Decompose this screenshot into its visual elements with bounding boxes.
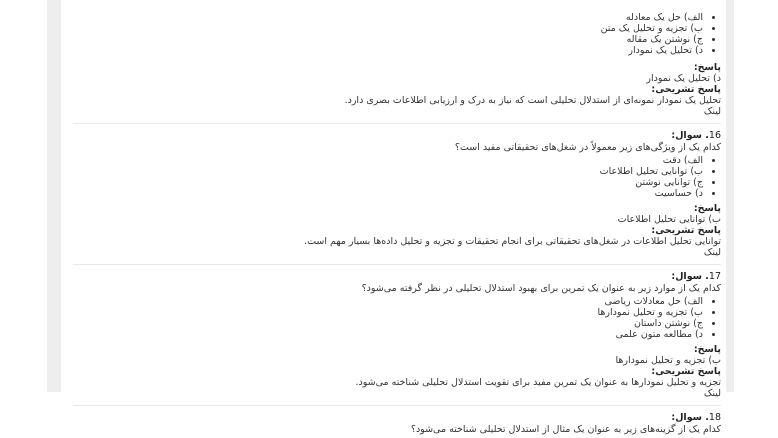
explanation-text: تحلیل یک نمودار نمونه‌ای از استدلال تحلیلی است که نیاز به درک و ارزیابی اطلاعات بصری دارد.	[344, 95, 721, 106]
option: • الف) دقت	[73, 155, 703, 166]
divider	[73, 405, 721, 406]
question-label: . سوال:	[671, 412, 709, 423]
explanation-text: توانایی تحلیل اطلاعات در شغل‌های تحقیقاتی برای انجام تحقیقات و تجزیه و تحلیل داده‌ها بسیار مهم است.	[304, 236, 721, 247]
link[interactable]: لینک	[703, 388, 721, 399]
answer-heading: پاسخ:	[693, 62, 721, 73]
divider	[73, 123, 721, 124]
link[interactable]: لینک	[703, 106, 721, 117]
answer-text: ب) توانایی تحلیل اطلاعات	[617, 214, 721, 225]
question-text: کدام یک از گزینه‌های زیر به عنوان یک مثال از استدلال تحلیلی شناخته می‌شود؟	[410, 424, 721, 435]
question-label: . سوال:	[671, 271, 709, 282]
option: • د) حساسیت	[73, 188, 703, 199]
question-number: 18	[708, 412, 721, 423]
left-side-rail	[47, 0, 61, 392]
explanation-heading: پاسخ تشریحی:	[651, 225, 721, 236]
question-block-18	[73, 412, 721, 435]
options-list	[73, 155, 721, 199]
options-list	[73, 296, 721, 340]
question-text: کدام یک از موارد زیر به عنوان یک تمرین برای بهبود استدلال تحلیلی در نظر گرفته می‌شود؟	[361, 283, 721, 294]
option: • د) تحلیل یک نمودار	[73, 45, 703, 56]
option: • ج) نوشتن یک مقاله	[73, 34, 703, 45]
question-label: . سوال:	[671, 130, 709, 141]
question-block-16	[73, 130, 721, 258]
explanation-text: تجزیه و تحلیل نمودارها به عنوان یک تمرین مفید برای تقویت استدلال تحلیلی شناخته می‌شود.	[355, 377, 721, 388]
option: • ج) نوشتن داستان	[73, 318, 703, 329]
option: • ب) توانایی تحلیل اطلاعات	[73, 166, 703, 177]
quiz-content	[73, 0, 721, 435]
option: • ب) تجزیه و تحلیل نمودارها	[73, 307, 703, 318]
answer-text: ب) تجزیه و تحلیل نمودارها	[615, 355, 721, 366]
question-title	[73, 412, 721, 423]
question-block-17	[73, 271, 721, 399]
question-title	[73, 271, 721, 282]
link[interactable]: لینک	[703, 247, 721, 258]
option: • د) مطالعه متون علمی	[73, 329, 703, 340]
question-title	[73, 130, 721, 141]
options-list	[73, 12, 721, 56]
explanation-heading: پاسخ تشریحی:	[651, 366, 721, 377]
explanation-heading: پاسخ تشریحی:	[651, 84, 721, 95]
option: • الف) حل معادلات ریاضی	[73, 296, 703, 307]
answer-heading: پاسخ:	[693, 344, 721, 355]
answer-text: د) تحلیل یک نمودار	[646, 73, 721, 84]
right-side-rail	[726, 0, 734, 392]
answer-heading: پاسخ:	[693, 203, 721, 214]
question-number: 16	[708, 130, 721, 141]
option: • ب) تجزیه و تحلیل یک متن	[73, 23, 703, 34]
question-text: کدام یک از ویژگی‌های زیر معمولاً در شغل‌های تحقیقاتی مفید است؟	[454, 142, 721, 153]
option: • الف) حل یک معادله	[73, 12, 703, 23]
divider	[73, 264, 721, 265]
question-block-15	[73, 12, 721, 117]
option: • ج) توانایی نوشتن	[73, 177, 703, 188]
question-number: 17	[708, 271, 721, 282]
